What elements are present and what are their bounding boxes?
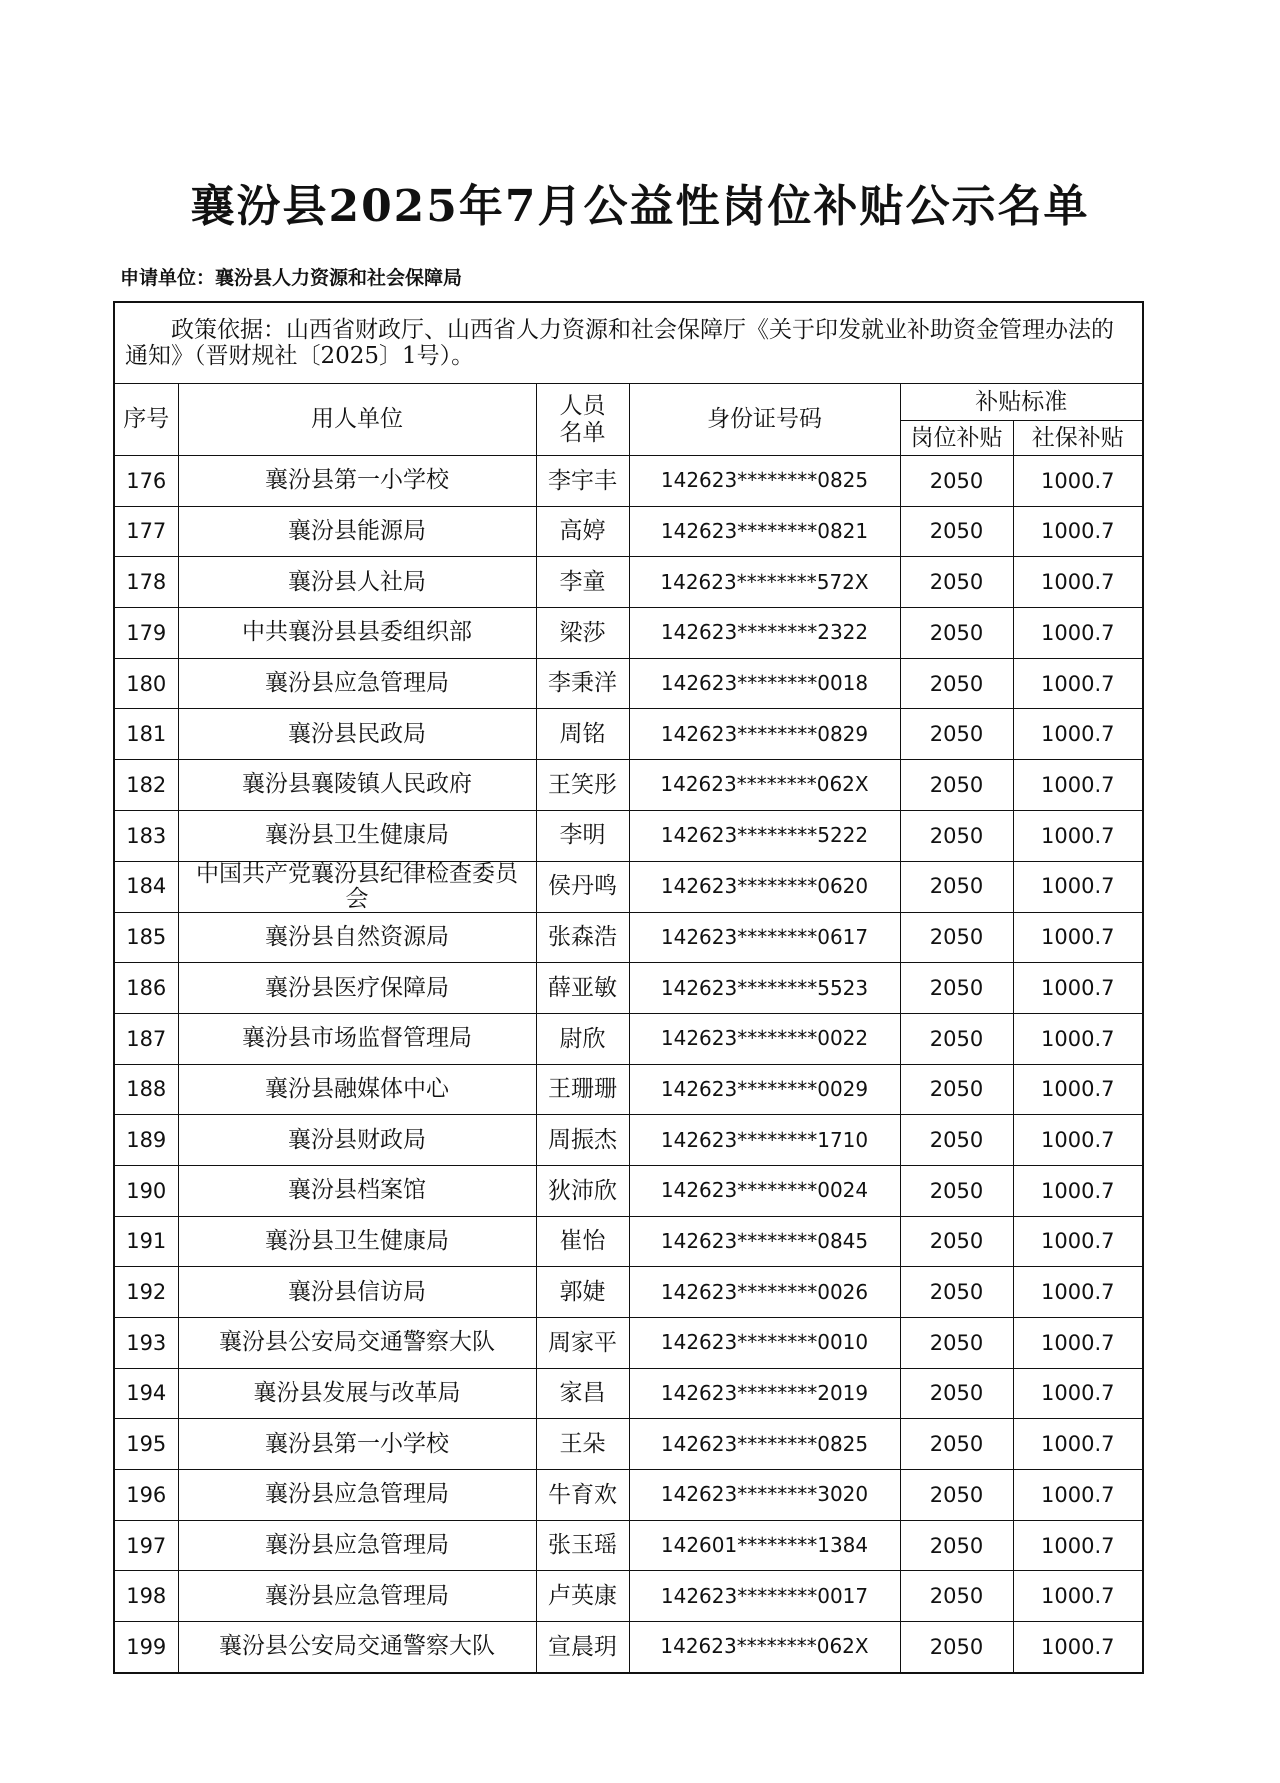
person-name: 郭婕 bbox=[536, 1267, 629, 1318]
table-row bbox=[114, 1267, 1143, 1318]
id-number: 142623********0029 bbox=[629, 1064, 900, 1115]
post-subsidy: 2050 bbox=[900, 1622, 1013, 1673]
post-subsidy: 2050 bbox=[900, 810, 1013, 861]
page-title: 襄汾县2025年7月公益性岗位补贴公示名单 bbox=[190, 181, 1090, 232]
social-subsidy: 1000.7 bbox=[1013, 658, 1143, 709]
person-name: 张森浩 bbox=[536, 912, 629, 963]
row-number: 184 bbox=[114, 861, 178, 912]
id-number: 142623********0620 bbox=[629, 861, 900, 912]
post-subsidy: 2050 bbox=[900, 557, 1013, 608]
post-subsidy: 2050 bbox=[900, 608, 1013, 659]
social-subsidy: 1000.7 bbox=[1013, 608, 1143, 659]
policy-row bbox=[114, 302, 1143, 384]
row-number: 189 bbox=[114, 1115, 178, 1166]
post-subsidy: 2050 bbox=[900, 456, 1013, 507]
post-subsidy: 2050 bbox=[900, 1368, 1013, 1419]
employer-unit: 襄汾县应急管理局 bbox=[178, 1571, 536, 1622]
person-name: 王朵 bbox=[536, 1419, 629, 1470]
id-number: 142623********572X bbox=[629, 557, 900, 608]
table-row bbox=[114, 1520, 1143, 1571]
policy-text: 政策依据：山西省财政厅、山西省人力资源和社会保障厅《关于印发就业补助资金管理办法的通知》（晋财规社〔2025〕1号）。 bbox=[125, 316, 1114, 369]
post-subsidy: 2050 bbox=[900, 1571, 1013, 1622]
table-row bbox=[114, 861, 1143, 912]
social-subsidy: 1000.7 bbox=[1013, 1520, 1143, 1571]
row-number: 178 bbox=[114, 557, 178, 608]
employer-unit: 襄汾县应急管理局 bbox=[178, 1470, 536, 1521]
post-subsidy: 2050 bbox=[900, 1520, 1013, 1571]
social-subsidy: 1000.7 bbox=[1013, 1470, 1143, 1521]
header-social: 社保补贴 bbox=[1013, 421, 1143, 456]
table-row bbox=[114, 456, 1143, 507]
table-row bbox=[114, 1165, 1143, 1216]
employer-unit: 襄汾县能源局 bbox=[178, 506, 536, 557]
person-name: 李童 bbox=[536, 557, 629, 608]
row-number: 180 bbox=[114, 658, 178, 709]
id-number: 142623********3020 bbox=[629, 1470, 900, 1521]
header-row bbox=[114, 384, 1143, 421]
social-subsidy: 1000.7 bbox=[1013, 1622, 1143, 1673]
employer-unit: 襄汾县医疗保障局 bbox=[178, 963, 536, 1014]
employer-unit: 襄汾县应急管理局 bbox=[178, 1520, 536, 1571]
social-subsidy: 1000.7 bbox=[1013, 1115, 1143, 1166]
person-name: 王珊珊 bbox=[536, 1064, 629, 1115]
row-number: 190 bbox=[114, 1165, 178, 1216]
social-subsidy: 1000.7 bbox=[1013, 1013, 1143, 1064]
table-row bbox=[114, 1064, 1143, 1115]
post-subsidy: 2050 bbox=[900, 1419, 1013, 1470]
header-unit: 用人单位 bbox=[178, 384, 536, 456]
table-row bbox=[114, 608, 1143, 659]
social-subsidy: 1000.7 bbox=[1013, 1216, 1143, 1267]
row-number: 195 bbox=[114, 1419, 178, 1470]
post-subsidy: 2050 bbox=[900, 1470, 1013, 1521]
id-number: 142623********0845 bbox=[629, 1216, 900, 1267]
table-row bbox=[114, 760, 1143, 811]
person-name: 李宇丰 bbox=[536, 456, 629, 507]
table-row bbox=[114, 1013, 1143, 1064]
person-name: 尉欣 bbox=[536, 1013, 629, 1064]
id-number: 142623********0022 bbox=[629, 1013, 900, 1064]
id-number: 142623********0821 bbox=[629, 506, 900, 557]
header-name bbox=[536, 384, 629, 456]
table-row bbox=[114, 1216, 1143, 1267]
person-name: 牛育欢 bbox=[536, 1470, 629, 1521]
id-number: 142623********0026 bbox=[629, 1267, 900, 1318]
id-number: 142623********0617 bbox=[629, 912, 900, 963]
table-row bbox=[114, 1622, 1143, 1673]
person-name: 王笑彤 bbox=[536, 760, 629, 811]
id-number: 142623********0018 bbox=[629, 658, 900, 709]
employer-unit: 襄汾县自然资源局 bbox=[178, 912, 536, 963]
employer-unit: 襄汾县公安局交通警察大队 bbox=[178, 1318, 536, 1369]
post-subsidy: 2050 bbox=[900, 1115, 1013, 1166]
id-number: 142623********0024 bbox=[629, 1165, 900, 1216]
row-number: 181 bbox=[114, 709, 178, 760]
person-name: 高婷 bbox=[536, 506, 629, 557]
post-subsidy: 2050 bbox=[900, 760, 1013, 811]
row-number: 186 bbox=[114, 963, 178, 1014]
row-number: 199 bbox=[114, 1622, 178, 1673]
id-number: 142623********5222 bbox=[629, 810, 900, 861]
row-number: 191 bbox=[114, 1216, 178, 1267]
row-number: 185 bbox=[114, 912, 178, 963]
social-subsidy: 1000.7 bbox=[1013, 861, 1143, 912]
applicant-line: 申请单位：襄汾县人力资源和社会保障局 bbox=[120, 267, 463, 289]
employer-unit: 襄汾县民政局 bbox=[178, 709, 536, 760]
employer-unit: 襄汾县发展与改革局 bbox=[178, 1368, 536, 1419]
person-name: 宣晨玥 bbox=[536, 1622, 629, 1673]
person-name: 家昌 bbox=[536, 1368, 629, 1419]
table-row bbox=[114, 506, 1143, 557]
employer-unit: 襄汾县财政局 bbox=[178, 1115, 536, 1166]
table-row bbox=[114, 1368, 1143, 1419]
id-number: 142623********2322 bbox=[629, 608, 900, 659]
employer-unit: 襄汾县档案馆 bbox=[178, 1165, 536, 1216]
table-row bbox=[114, 963, 1143, 1014]
post-subsidy: 2050 bbox=[900, 1064, 1013, 1115]
row-number: 179 bbox=[114, 608, 178, 659]
social-subsidy: 1000.7 bbox=[1013, 1419, 1143, 1470]
employer-unit: 襄汾县襄陵镇人民政府 bbox=[178, 760, 536, 811]
person-name: 张玉瑶 bbox=[536, 1520, 629, 1571]
employer-unit: 襄汾县市场监督管理局 bbox=[178, 1013, 536, 1064]
social-subsidy: 1000.7 bbox=[1013, 760, 1143, 811]
table-row bbox=[114, 1318, 1143, 1369]
id-number: 142623********2019 bbox=[629, 1368, 900, 1419]
row-number: 183 bbox=[114, 810, 178, 861]
post-subsidy: 2050 bbox=[900, 1318, 1013, 1369]
post-subsidy: 2050 bbox=[900, 1013, 1013, 1064]
row-number: 177 bbox=[114, 506, 178, 557]
id-number: 142623********0829 bbox=[629, 709, 900, 760]
id-number: 142623********062X bbox=[629, 1622, 900, 1673]
row-number: 176 bbox=[114, 456, 178, 507]
post-subsidy: 2050 bbox=[900, 963, 1013, 1014]
post-subsidy: 2050 bbox=[900, 658, 1013, 709]
social-subsidy: 1000.7 bbox=[1013, 963, 1143, 1014]
person-name: 薛亚敏 bbox=[536, 963, 629, 1014]
social-subsidy: 1000.7 bbox=[1013, 506, 1143, 557]
social-subsidy: 1000.7 bbox=[1013, 912, 1143, 963]
person-name: 崔怡 bbox=[536, 1216, 629, 1267]
social-subsidy: 1000.7 bbox=[1013, 1267, 1143, 1318]
post-subsidy: 2050 bbox=[900, 1267, 1013, 1318]
subsidy-table bbox=[113, 301, 1144, 1674]
table-row bbox=[114, 1470, 1143, 1521]
social-subsidy: 1000.7 bbox=[1013, 557, 1143, 608]
id-number: 142601********1384 bbox=[629, 1520, 900, 1571]
row-number: 193 bbox=[114, 1318, 178, 1369]
table-row bbox=[114, 658, 1143, 709]
post-subsidy: 2050 bbox=[900, 709, 1013, 760]
post-subsidy: 2050 bbox=[900, 912, 1013, 963]
employer-unit: 中共襄汾县县委组织部 bbox=[178, 608, 536, 659]
social-subsidy: 1000.7 bbox=[1013, 1064, 1143, 1115]
table-row bbox=[114, 709, 1143, 760]
id-number: 142623********062X bbox=[629, 760, 900, 811]
id-number: 142623********0825 bbox=[629, 1419, 900, 1470]
table-row bbox=[114, 557, 1143, 608]
social-subsidy: 1000.7 bbox=[1013, 1571, 1143, 1622]
row-number: 194 bbox=[114, 1368, 178, 1419]
employer-unit: 襄汾县融媒体中心 bbox=[178, 1064, 536, 1115]
person-name: 李秉洋 bbox=[536, 658, 629, 709]
id-number: 142623********0010 bbox=[629, 1318, 900, 1369]
social-subsidy: 1000.7 bbox=[1013, 709, 1143, 760]
employer-unit: 襄汾县应急管理局 bbox=[178, 658, 536, 709]
id-number: 142623********5523 bbox=[629, 963, 900, 1014]
employer-unit: 襄汾县第一小学校 bbox=[178, 456, 536, 507]
table-row bbox=[114, 1419, 1143, 1470]
person-name: 侯丹鸣 bbox=[536, 861, 629, 912]
employer-unit: 襄汾县第一小学校 bbox=[178, 1419, 536, 1470]
id-number: 142623********1710 bbox=[629, 1115, 900, 1166]
row-number: 182 bbox=[114, 760, 178, 811]
id-number: 142623********0017 bbox=[629, 1571, 900, 1622]
post-subsidy: 2050 bbox=[900, 861, 1013, 912]
header-no: 序号 bbox=[114, 384, 178, 456]
post-subsidy: 2050 bbox=[900, 1216, 1013, 1267]
policy-cell bbox=[114, 302, 1143, 384]
employer-unit: 襄汾县卫生健康局 bbox=[178, 1216, 536, 1267]
social-subsidy: 1000.7 bbox=[1013, 1318, 1143, 1369]
person-name: 周铭 bbox=[536, 709, 629, 760]
table-row bbox=[114, 810, 1143, 861]
social-subsidy: 1000.7 bbox=[1013, 456, 1143, 507]
post-subsidy: 2050 bbox=[900, 506, 1013, 557]
row-number: 188 bbox=[114, 1064, 178, 1115]
person-name: 卢英康 bbox=[536, 1571, 629, 1622]
person-name: 周家平 bbox=[536, 1318, 629, 1369]
person-name: 李明 bbox=[536, 810, 629, 861]
person-name: 狄沛欣 bbox=[536, 1165, 629, 1216]
person-name: 梁莎 bbox=[536, 608, 629, 659]
employer-unit: 襄汾县公安局交通警察大队 bbox=[178, 1622, 536, 1673]
table-row bbox=[114, 1115, 1143, 1166]
id-number: 142623********0825 bbox=[629, 456, 900, 507]
person-name: 周振杰 bbox=[536, 1115, 629, 1166]
post-subsidy: 2050 bbox=[900, 1165, 1013, 1216]
table-row bbox=[114, 912, 1143, 963]
header-name-text: 人员名单 bbox=[559, 393, 606, 446]
header-subsidy: 补贴标准 bbox=[900, 384, 1143, 421]
header-post: 岗位补贴 bbox=[900, 421, 1013, 456]
table-row bbox=[114, 1571, 1143, 1622]
employer-unit: 襄汾县卫生健康局 bbox=[178, 810, 536, 861]
row-number: 192 bbox=[114, 1267, 178, 1318]
row-number: 196 bbox=[114, 1470, 178, 1521]
employer-unit: 襄汾县人社局 bbox=[178, 557, 536, 608]
row-number: 197 bbox=[114, 1520, 178, 1571]
employer-unit: 襄汾县信访局 bbox=[178, 1267, 536, 1318]
social-subsidy: 1000.7 bbox=[1013, 1165, 1143, 1216]
row-number: 187 bbox=[114, 1013, 178, 1064]
social-subsidy: 1000.7 bbox=[1013, 1368, 1143, 1419]
row-number: 198 bbox=[114, 1571, 178, 1622]
social-subsidy: 1000.7 bbox=[1013, 810, 1143, 861]
header-id: 身份证号码 bbox=[629, 384, 900, 456]
employer-unit: 中国共产党襄汾县纪律检查委员会 bbox=[178, 861, 536, 912]
